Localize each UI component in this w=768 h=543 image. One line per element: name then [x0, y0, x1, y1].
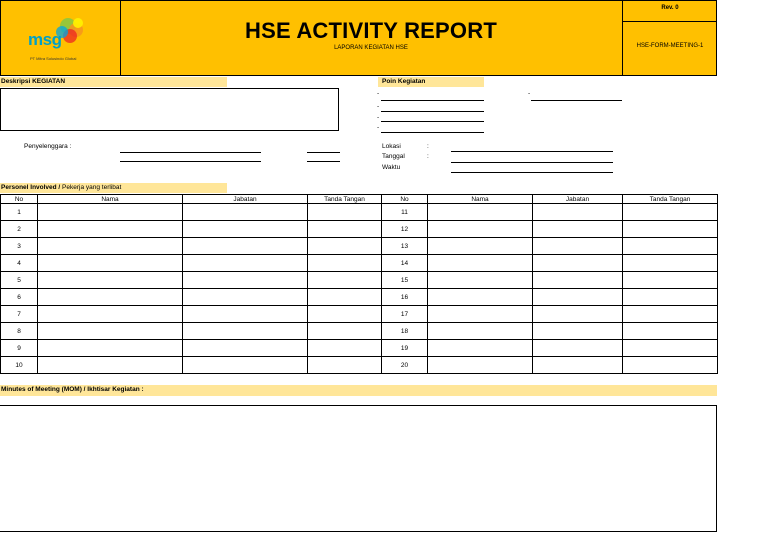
cell-tanda-tangan[interactable] [308, 255, 382, 272]
cell-jabatan[interactable] [533, 272, 623, 289]
personnel-label-bold: Personel Involved / [1, 184, 61, 191]
row-number: 14 [382, 255, 428, 272]
personnel-table-left [0, 194, 382, 374]
row-number: 8 [1, 323, 38, 340]
point-line-3[interactable] [381, 121, 484, 122]
cell-nama[interactable] [428, 221, 533, 238]
cell-nama[interactable] [428, 204, 533, 221]
cell-nama[interactable] [38, 323, 183, 340]
company-name: PT Mitra Solusindo Global [30, 56, 77, 61]
table-row [382, 204, 718, 221]
cell-tanda-tangan[interactable] [623, 306, 718, 323]
cell-nama[interactable] [38, 340, 183, 357]
cell-tanda-tangan[interactable] [308, 340, 382, 357]
cell-jabatan[interactable] [183, 340, 308, 357]
table-row [382, 238, 718, 255]
row-number: 17 [382, 306, 428, 323]
cell-jabatan[interactable] [183, 306, 308, 323]
table-row [1, 357, 382, 374]
waktu-label: Waktu [382, 164, 401, 171]
cell-tanda-tangan[interactable] [308, 306, 382, 323]
col-no: No [1, 195, 38, 204]
point-bullet-right: - [528, 90, 531, 97]
table-row [382, 289, 718, 306]
cell-nama[interactable] [38, 289, 183, 306]
cell-jabatan[interactable] [533, 357, 623, 374]
cell-nama[interactable] [428, 238, 533, 255]
table-row [382, 272, 718, 289]
point-bullet-2: - [377, 103, 380, 110]
cell-tanda-tangan[interactable] [308, 238, 382, 255]
page-title: HSE ACTIVITY REPORT [245, 18, 497, 43]
cell-nama[interactable] [38, 204, 183, 221]
waktu-line[interactable] [451, 172, 613, 173]
tanggal-line[interactable] [451, 162, 613, 163]
row-number: 13 [382, 238, 428, 255]
cell-tanda-tangan[interactable] [623, 323, 718, 340]
col-jabatan: Jabatan [183, 195, 308, 204]
cell-jabatan[interactable] [183, 238, 308, 255]
table-header-row [382, 195, 718, 204]
cell-jabatan[interactable] [533, 323, 623, 340]
cell-nama[interactable] [38, 221, 183, 238]
col-tanda-tangan: Tanda Tangan [623, 195, 718, 204]
cell-jabatan[interactable] [533, 255, 623, 272]
lokasi-line[interactable] [451, 151, 613, 152]
table-row [1, 340, 382, 357]
cell-tanda-tangan[interactable] [308, 221, 382, 238]
point-bullet-4: - [377, 124, 380, 131]
table-row [382, 323, 718, 340]
table-row [1, 204, 382, 221]
tanggal-colon: : [427, 153, 429, 160]
cell-tanda-tangan[interactable] [623, 238, 718, 255]
tanggal-label: Tanggal [382, 153, 405, 160]
cell-jabatan[interactable] [183, 221, 308, 238]
row-number: 16 [382, 289, 428, 306]
organizer-line-3[interactable] [307, 152, 340, 153]
table-row [382, 357, 718, 374]
points-label: Poin Kegiatan [382, 78, 426, 85]
cell-tanda-tangan[interactable] [308, 323, 382, 340]
page-subtitle: LAPORAN KEGIATAN HSE [334, 45, 408, 51]
table-row [382, 221, 718, 238]
row-number: 15 [382, 272, 428, 289]
table-row [1, 289, 382, 306]
cell-jabatan[interactable] [183, 255, 308, 272]
point-line-2[interactable] [381, 111, 484, 112]
form-code: HSE-FORM-MEETING-1 [636, 43, 704, 49]
col-no: No [382, 195, 428, 204]
table-row [382, 306, 718, 323]
point-bullet-1: - [377, 90, 380, 97]
row-number: 3 [1, 238, 38, 255]
cell-tanda-tangan[interactable] [308, 204, 382, 221]
point-line-1[interactable] [381, 100, 484, 101]
row-number: 7 [1, 306, 38, 323]
description-box[interactable] [0, 88, 339, 131]
cell-nama[interactable] [428, 306, 533, 323]
cell-tanda-tangan[interactable] [308, 289, 382, 306]
row-number: 19 [382, 340, 428, 357]
cell-jabatan[interactable] [533, 340, 623, 357]
minutes-box[interactable] [0, 405, 717, 532]
cell-jabatan[interactable] [533, 238, 623, 255]
cell-tanda-tangan[interactable] [623, 255, 718, 272]
cell-nama[interactable] [38, 272, 183, 289]
table-row [1, 255, 382, 272]
cell-jabatan[interactable] [533, 204, 623, 221]
lokasi-colon: : [427, 143, 429, 150]
point-bullet-3: - [377, 114, 380, 121]
revision-label: Rev. 0 [661, 5, 679, 11]
cell-nama[interactable] [428, 289, 533, 306]
row-number: 10 [1, 357, 38, 374]
row-number: 6 [1, 289, 38, 306]
cell-nama[interactable] [428, 340, 533, 357]
cell-jabatan[interactable] [533, 289, 623, 306]
point-line-4[interactable] [381, 132, 484, 133]
table-row [1, 323, 382, 340]
col-nama: Nama [38, 195, 183, 204]
table-row [382, 340, 718, 357]
cell-tanda-tangan[interactable] [623, 340, 718, 357]
row-number: 1 [1, 204, 38, 221]
cell-jabatan[interactable] [183, 289, 308, 306]
table-row [1, 238, 382, 255]
cell-nama[interactable] [428, 272, 533, 289]
table-row [382, 255, 718, 272]
row-number: 9 [1, 340, 38, 357]
row-number: 2 [1, 221, 38, 238]
cell-tanda-tangan[interactable] [623, 357, 718, 374]
cell-tanda-tangan[interactable] [623, 272, 718, 289]
cell-tanda-tangan[interactable] [623, 221, 718, 238]
cell-nama[interactable] [38, 255, 183, 272]
cell-jabatan[interactable] [183, 357, 308, 374]
row-number: 12 [382, 221, 428, 238]
organizer-line-2[interactable] [120, 161, 261, 162]
row-number: 4 [1, 255, 38, 272]
organizer-line-4[interactable] [307, 161, 340, 162]
lokasi-label: Lokasi [382, 143, 401, 150]
minutes-label: Minutes of Meeting (MOM) / Ikhtisar Kegiatan : [1, 386, 144, 393]
cell-nama[interactable] [38, 357, 183, 374]
row-number: 5 [1, 272, 38, 289]
row-number: 20 [382, 357, 428, 374]
cell-jabatan[interactable] [533, 221, 623, 238]
logo-text: msg [28, 30, 62, 49]
personnel-table-right [381, 194, 718, 374]
point-line-right[interactable] [531, 100, 622, 101]
col-nama: Nama [428, 195, 533, 204]
table-row [1, 221, 382, 238]
cell-nama[interactable] [428, 357, 533, 374]
cell-tanda-tangan[interactable] [308, 357, 382, 374]
cell-jabatan[interactable] [183, 323, 308, 340]
cell-nama[interactable] [428, 255, 533, 272]
cell-nama[interactable] [38, 238, 183, 255]
cell-jabatan[interactable] [183, 272, 308, 289]
row-number: 11 [382, 204, 428, 221]
table-header-row [1, 195, 382, 204]
table-row [1, 272, 382, 289]
cell-jabatan[interactable] [183, 204, 308, 221]
organizer-line-1[interactable] [120, 152, 261, 153]
col-jabatan: Jabatan [533, 195, 623, 204]
personnel-label [1, 184, 121, 191]
cell-nama[interactable] [428, 323, 533, 340]
table-row [1, 306, 382, 323]
cell-nama[interactable] [38, 306, 183, 323]
personnel-label-normal: Pekerja yang terlibat [60, 184, 122, 191]
cell-tanda-tangan[interactable] [623, 204, 718, 221]
cell-jabatan[interactable] [533, 306, 623, 323]
cell-tanda-tangan[interactable] [623, 289, 718, 306]
cell-tanda-tangan[interactable] [308, 272, 382, 289]
organizer-label: Penyelenggara : [24, 143, 72, 150]
row-number: 18 [382, 323, 428, 340]
description-label: Deskripsi KEGIATAN [1, 78, 66, 85]
col-tanda-tangan: Tanda Tangan [308, 195, 382, 204]
